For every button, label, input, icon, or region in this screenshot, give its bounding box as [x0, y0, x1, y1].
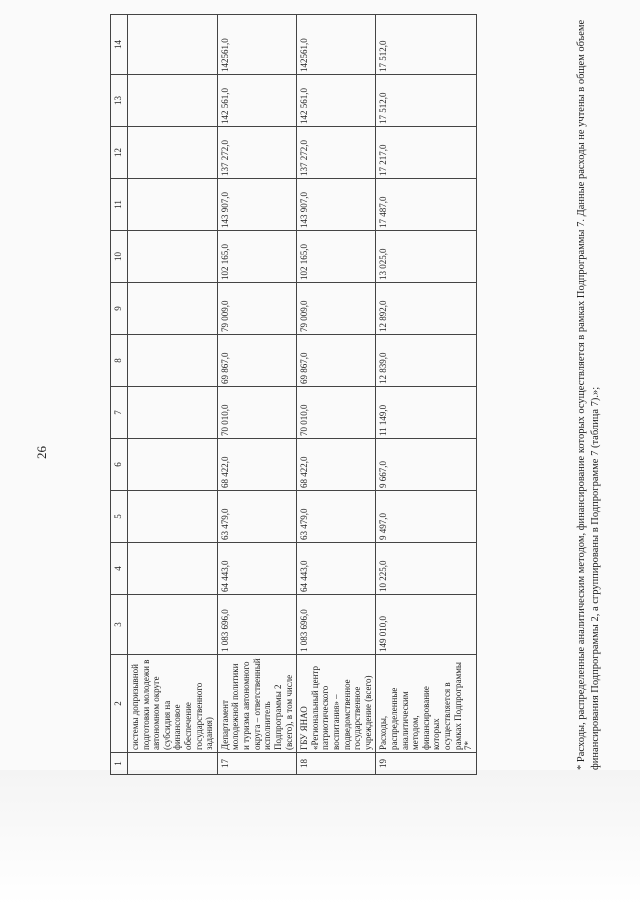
cell-value: 79 009,0 [217, 283, 296, 335]
table-row-continued [128, 15, 218, 775]
row-description: ГБУ ЯНАО «Региональный центр патриотического воспитания» – подведомственное государственное учреждение (всего) [297, 655, 376, 753]
col-header: 12 [111, 127, 128, 179]
row-description: Департамент молодежной политики и туризма автономного округа – ответственный исполнитель Подпрограммы 2 (всего), в том числе [217, 655, 296, 753]
cell-value: 102 165,0 [217, 231, 296, 283]
cell-value: 63 479,0 [217, 491, 296, 543]
cell-value: 1 083 696,0 [297, 595, 376, 655]
col-header: 6 [111, 439, 128, 491]
table-row [376, 15, 476, 775]
col-header: 7 [111, 387, 128, 439]
row-number: 19 [376, 753, 476, 775]
cell-value: 69 867,0 [297, 335, 376, 387]
cell-value: 137 272,0 [297, 127, 376, 179]
cell-value: 11 149,0 [376, 387, 476, 439]
cell-value: 143 907,0 [217, 179, 296, 231]
cell-value: 17 217,0 [376, 127, 476, 179]
row-number: 17 [217, 753, 296, 775]
financing-table [110, 14, 477, 775]
cell-value: 70 010,0 [297, 387, 376, 439]
cell-value: 1 083 696,0 [217, 595, 296, 655]
footnote: * Расходы, распределенные аналитическим методом, финансирование которых осуществляется в рамках Подпрограммы 7. Данные расходы не учтены в общем объеме финансирования Подпрограммы 2, а сгруппированы в Подпрограмме 7 (таблица 7).»; [576, 19, 602, 770]
cell-value: 64 443,0 [297, 543, 376, 595]
col-header: 2 [111, 655, 128, 753]
cell-value: 9 667,0 [376, 439, 476, 491]
cell-value: 143 907,0 [297, 179, 376, 231]
col-header: 5 [111, 491, 128, 543]
cell-value: 142561,0 [217, 15, 296, 75]
cell-value: 70 010,0 [217, 387, 296, 439]
cell-value: 142 561,0 [297, 75, 376, 127]
cell-value: 10 225,0 [376, 543, 476, 595]
col-header: 3 [111, 595, 128, 655]
cell-value: 64 443,0 [217, 543, 296, 595]
cell-value: 137 272,0 [217, 127, 296, 179]
col-header: 13 [111, 75, 128, 127]
row-description: системы допризывной подготовки молодежи в автономном округе (субсидия на финансовое обеспечение государственного задания) [128, 655, 218, 753]
cell-value: 9 497,0 [376, 491, 476, 543]
col-header: 11 [111, 179, 128, 231]
cell-value: 142561,0 [297, 15, 376, 75]
cell-value: 79 009,0 [297, 283, 376, 335]
row-description: Расходы, распределенные аналитическим методом, финансирование которых осуществляется в рамках Подпрограммы 7* [376, 655, 476, 753]
header-row [111, 15, 128, 775]
cell-value: 142 561,0 [217, 75, 296, 127]
cell-value: 17 487,0 [376, 179, 476, 231]
col-header: 10 [111, 231, 128, 283]
col-header: 1 [111, 753, 128, 775]
col-header: 4 [111, 543, 128, 595]
col-header: 9 [111, 283, 128, 335]
cell-value: 12 839,0 [376, 335, 476, 387]
cell-value: 68 422,0 [217, 439, 296, 491]
cell-value: 13 025,0 [376, 231, 476, 283]
cell-value: 63 479,0 [297, 491, 376, 543]
row-number: 18 [297, 753, 376, 775]
col-header: 14 [111, 15, 128, 75]
cell-value: 69 867,0 [217, 335, 296, 387]
cell-value: 12 892,0 [376, 283, 476, 335]
cell-value: 17 512,0 [376, 75, 476, 127]
cell-value: 149 010,0 [376, 595, 476, 655]
table-row [297, 15, 376, 775]
cell-value: 68 422,0 [297, 439, 376, 491]
cell-value: 17 512,0 [376, 15, 476, 75]
table-row [217, 15, 296, 775]
cell-value: 102 165,0 [297, 231, 376, 283]
col-header: 8 [111, 335, 128, 387]
page-number: 26 [34, 446, 49, 459]
